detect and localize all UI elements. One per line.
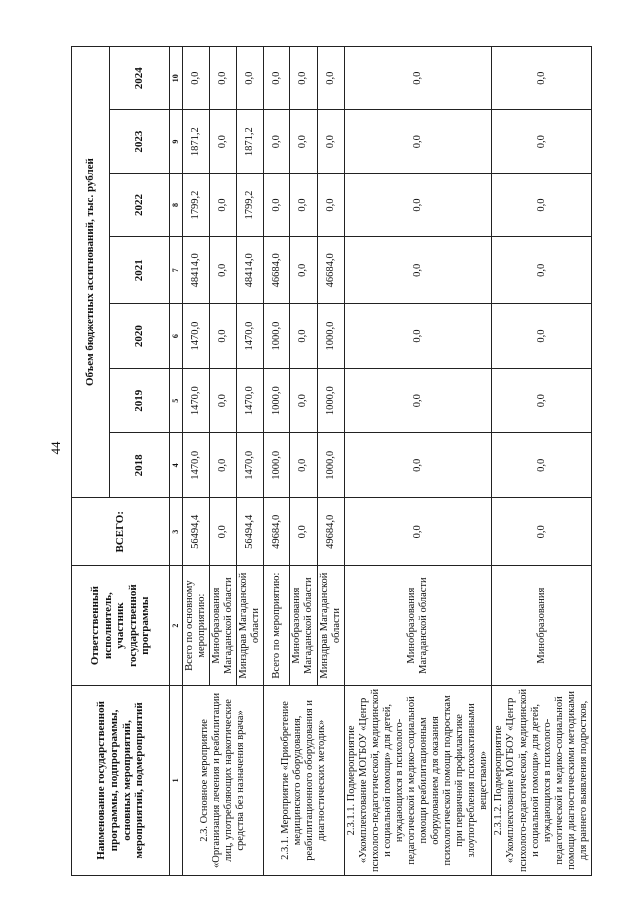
- header-year: 2018: [110, 433, 170, 498]
- cell-value: 1000,0: [264, 304, 290, 369]
- cell-value: 1470,0: [183, 368, 210, 433]
- row-executor: Минобразования: [492, 566, 592, 685]
- cell-value: 0,0: [344, 173, 492, 236]
- cell-value: 1799,2: [237, 173, 264, 236]
- budget-table: [71, 46, 592, 876]
- header-year: 2021: [110, 237, 170, 304]
- cell-total: 0,0: [492, 498, 592, 566]
- row-executor: Всего по основному мероприятию:: [183, 566, 210, 685]
- column-number: 4: [170, 433, 183, 498]
- cell-value: 0,0: [210, 304, 237, 369]
- cell-value: 1470,0: [237, 368, 264, 433]
- cell-value: 0,0: [290, 433, 317, 498]
- row-executor: Минздрав Магаданской области: [317, 566, 344, 685]
- cell-value: 1000,0: [317, 433, 344, 498]
- cell-value: 0,0: [290, 237, 317, 304]
- cell-value: 0,0: [210, 433, 237, 498]
- header-year: 2023: [110, 110, 170, 173]
- cell-value: 0,0: [290, 110, 317, 173]
- cell-total: 49684,0: [317, 498, 344, 566]
- row-executor: Минобразования Магаданской области: [290, 566, 317, 685]
- cell-total: 49684,0: [264, 498, 290, 566]
- cell-value: 48414,0: [183, 237, 210, 304]
- cell-value: 0,0: [344, 304, 492, 369]
- row-executor: Минздрав Магаданской области: [237, 566, 264, 685]
- cell-value: 0,0: [290, 173, 317, 236]
- cell-value: 0,0: [264, 110, 290, 173]
- cell-value: 1000,0: [317, 368, 344, 433]
- rotated-page-content: [71, 46, 589, 876]
- table-row: [264, 47, 290, 876]
- header-total: ВСЕГО:: [72, 498, 170, 566]
- cell-total: 0,0: [210, 498, 237, 566]
- row-executor: Минобразования Магаданской области: [210, 566, 237, 685]
- cell-value: 0,0: [210, 368, 237, 433]
- cell-value: 0,0: [290, 47, 317, 110]
- cell-value: 0,0: [492, 237, 592, 304]
- cell-value: 0,0: [344, 433, 492, 498]
- cell-value: 0,0: [492, 304, 592, 369]
- header-budget-group: Объем бюджетных ассигнований, тыс. рублей: [72, 47, 110, 498]
- column-number: 1: [170, 685, 183, 875]
- cell-value: 0,0: [344, 237, 492, 304]
- header-executor: Ответственный исполнитель, участник государственной программы: [72, 566, 170, 685]
- cell-value: 1000,0: [264, 433, 290, 498]
- cell-value: 0,0: [344, 368, 492, 433]
- cell-value: 0,0: [290, 368, 317, 433]
- cell-value: 1871,2: [183, 110, 210, 173]
- cell-total: 0,0: [344, 498, 492, 566]
- column-number: 2: [170, 566, 183, 685]
- column-number: 7: [170, 237, 183, 304]
- row-executor: Минобразования Магаданской области: [344, 566, 492, 685]
- header-year: 2019: [110, 368, 170, 433]
- cell-total: 56494,4: [183, 498, 210, 566]
- cell-value: 0,0: [317, 47, 344, 110]
- column-number: 9: [170, 110, 183, 173]
- column-number: 3: [170, 498, 183, 566]
- row-title: 2.3.1.2. Подмероприятие «Укомплектование МОГБОУ «Центр психолого-педагогической, медицинской и социальной помощи» для детей, нуждающихся в психолого-педагогической и медико-социальной помощи диагностическими методиками для раннего выявления подростков,: [492, 685, 592, 875]
- cell-value: 0,0: [210, 237, 237, 304]
- cell-value: 0,0: [264, 47, 290, 110]
- cell-value: 0,0: [237, 47, 264, 110]
- header-name: Наименование государственной программы, подпрограммы, основных мероприятий, мероприятий, подмероприятий: [72, 685, 170, 875]
- cell-value: 0,0: [290, 304, 317, 369]
- cell-value: 0,0: [344, 47, 492, 110]
- cell-value: 1470,0: [183, 304, 210, 369]
- row-title: 2.3.1.1. Подмероприятие «Укомплектование МОГБОУ «Центр психолого-педагогической, медицинской и социальной помощи» для детей, нуждающихся в психолого-педагогической и медико-социальной помощи реабилитационным оборудованием для оказания психологической помощи подросткам при первичной профилактике злоупотребления психоактивными веществами»: [344, 685, 492, 875]
- cell-value: 46684,0: [317, 237, 344, 304]
- column-number: 5: [170, 368, 183, 433]
- header-year: 2020: [110, 304, 170, 369]
- cell-value: 0,0: [210, 173, 237, 236]
- cell-value: 46684,0: [264, 237, 290, 304]
- cell-value: 0,0: [210, 110, 237, 173]
- cell-value: 48414,0: [237, 237, 264, 304]
- row-title: 2.3. Основное мероприятие «Организация лечения и реабилитации лиц, употребляющих наркотические средства без назначения врача»: [183, 685, 264, 875]
- cell-value: 0,0: [344, 110, 492, 173]
- cell-value: 0,0: [492, 47, 592, 110]
- table-row: [183, 47, 210, 876]
- cell-value: 1000,0: [317, 304, 344, 369]
- cell-value: 1470,0: [237, 304, 264, 369]
- page-number: 44: [48, 441, 63, 455]
- table-row: [344, 47, 492, 876]
- cell-value: 1000,0: [264, 368, 290, 433]
- column-number: 10: [170, 47, 183, 110]
- column-number: 6: [170, 304, 183, 369]
- cell-value: 0,0: [492, 433, 592, 498]
- cell-value: 0,0: [317, 110, 344, 173]
- table-row: [492, 47, 592, 876]
- column-number: 8: [170, 173, 183, 236]
- cell-value: 0,0: [492, 368, 592, 433]
- cell-total: 56494,4: [237, 498, 264, 566]
- row-title: 2.3.1. Мероприятие «Приобретение медицинского оборудования, реабилитационного оборудования и диагностических методик»: [264, 685, 344, 875]
- cell-value: 0,0: [492, 173, 592, 236]
- cell-value: 0,0: [183, 47, 210, 110]
- cell-value: 0,0: [492, 110, 592, 173]
- cell-total: 0,0: [290, 498, 317, 566]
- cell-value: 1470,0: [237, 433, 264, 498]
- header-year: 2024: [110, 47, 170, 110]
- header-year: 2022: [110, 173, 170, 236]
- row-executor: Всего по мероприятию:: [264, 566, 290, 685]
- cell-value: 1871,2: [237, 110, 264, 173]
- cell-value: 1799,2: [183, 173, 210, 236]
- cell-value: 0,0: [210, 47, 237, 110]
- cell-value: 0,0: [264, 173, 290, 236]
- cell-value: 0,0: [317, 173, 344, 236]
- cell-value: 1470,0: [183, 433, 210, 498]
